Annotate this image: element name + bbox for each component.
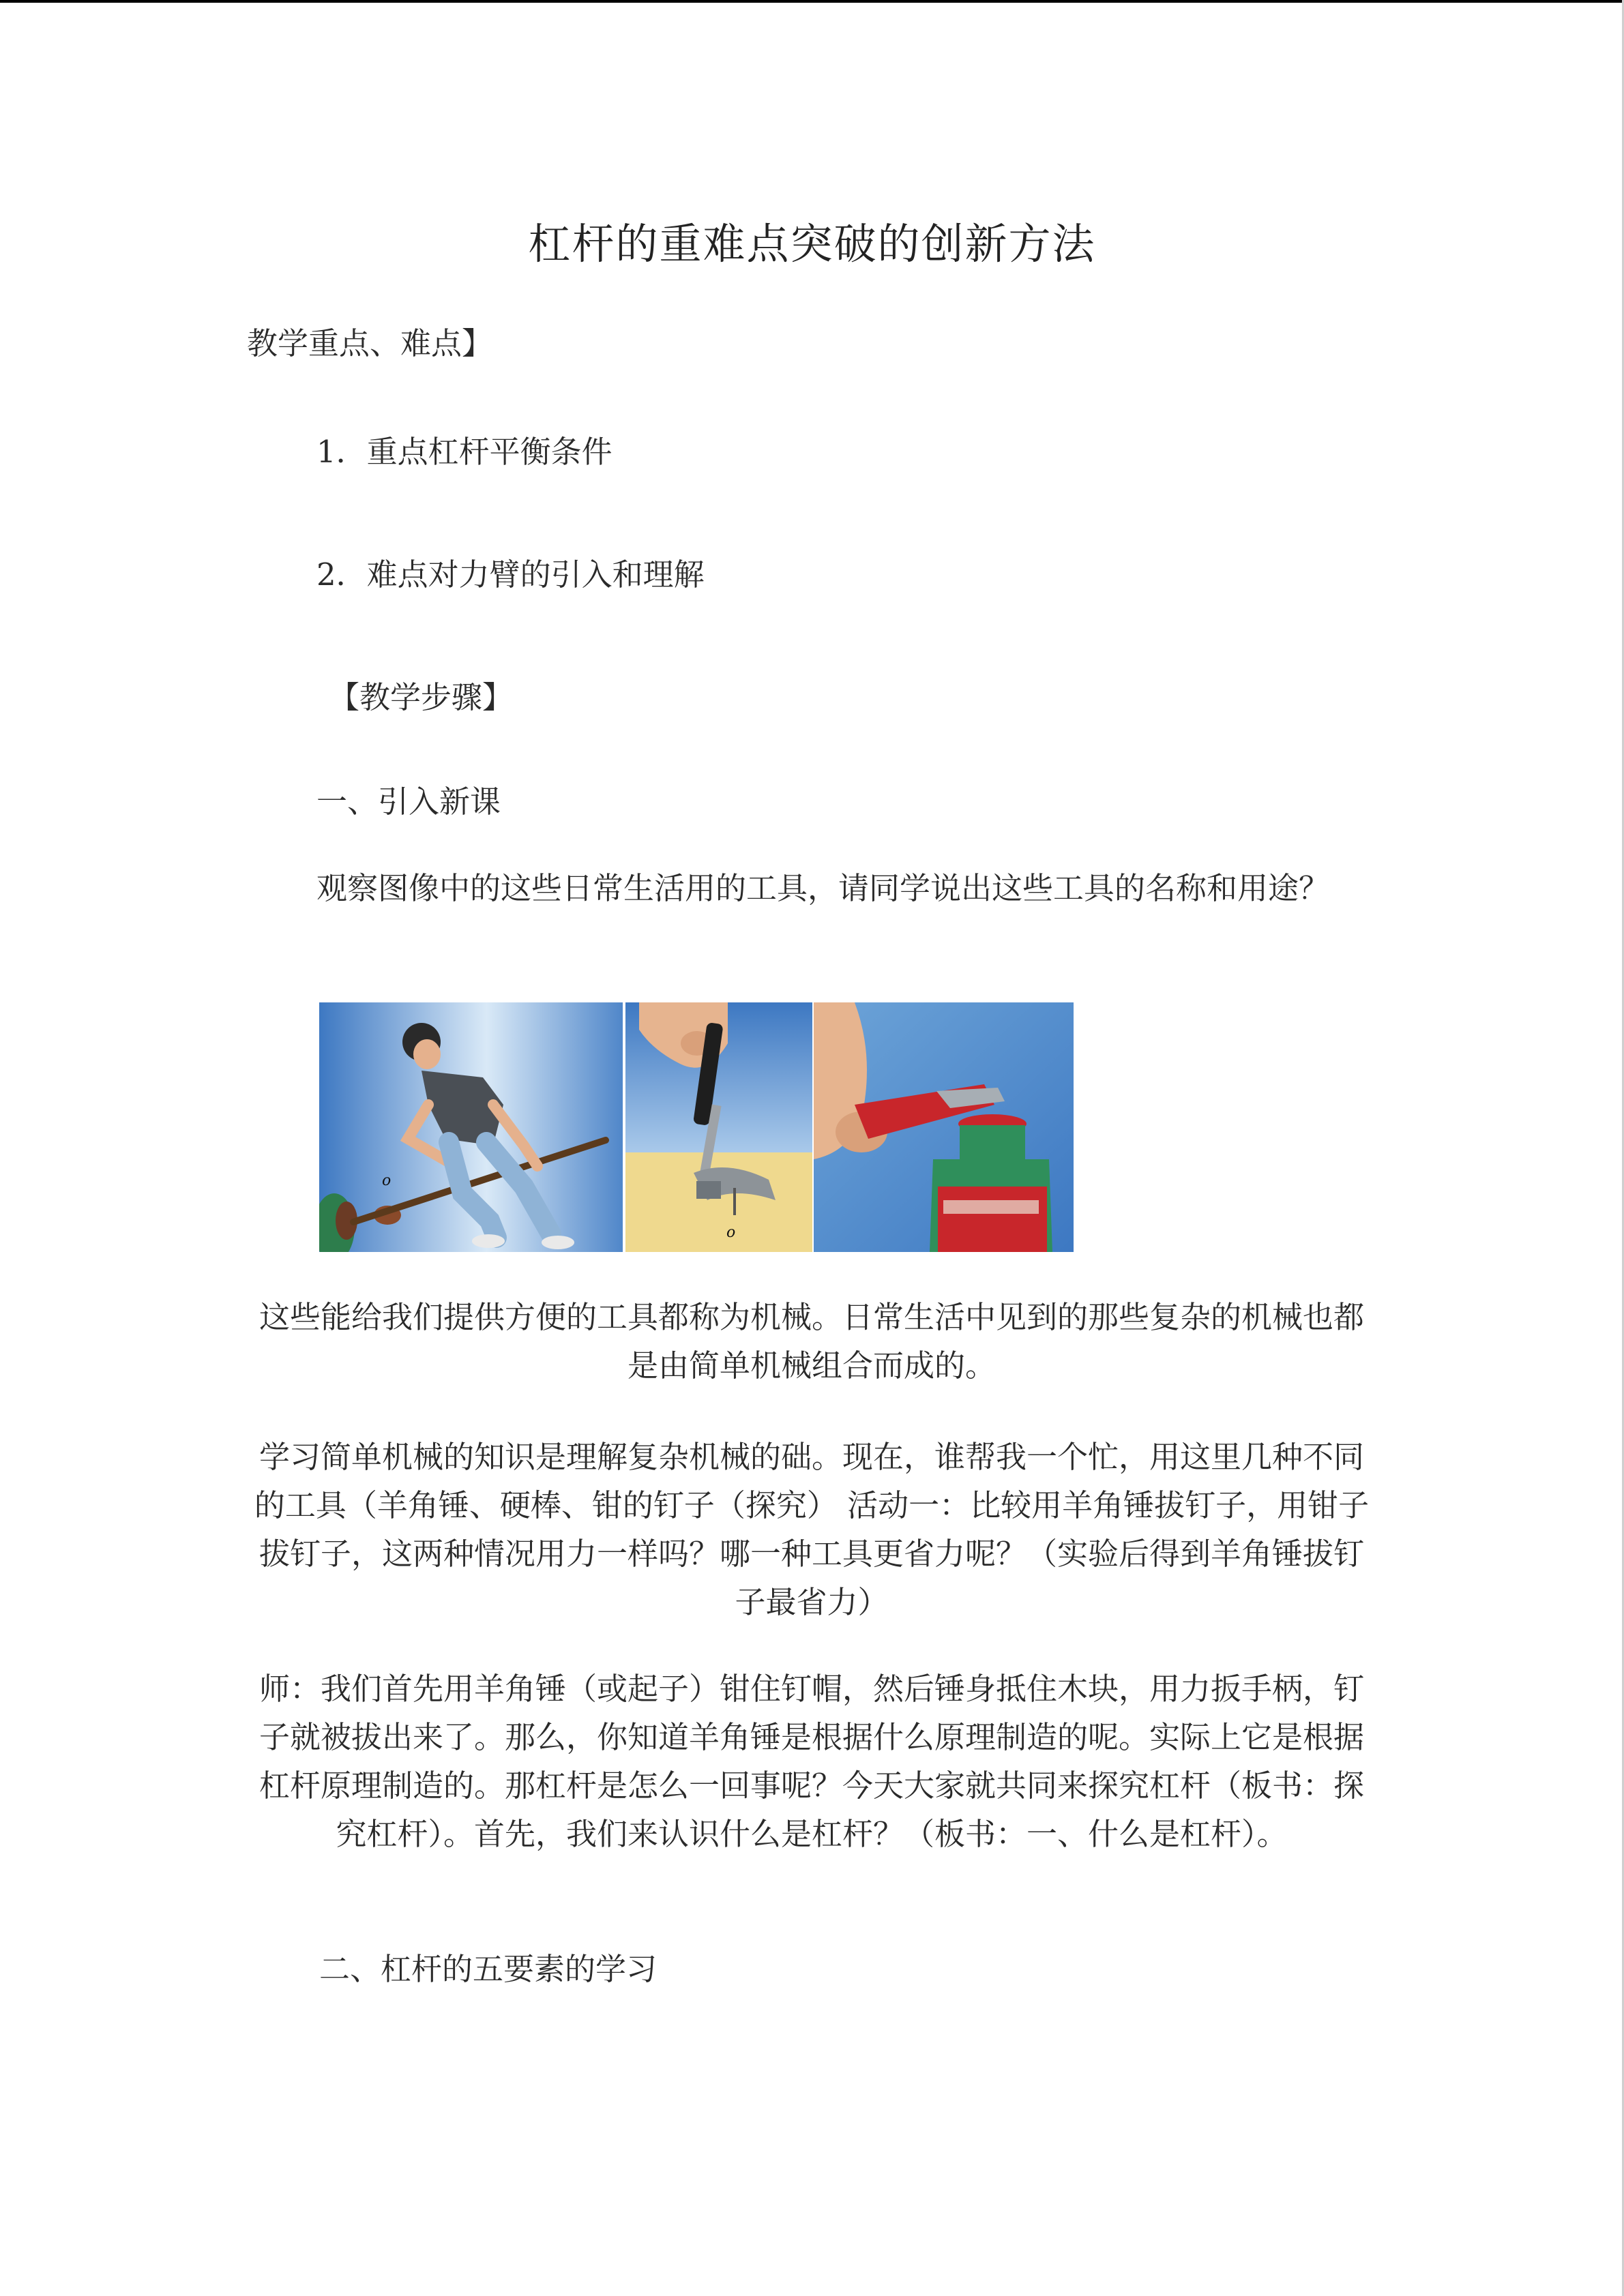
section-2-heading: 二、杠杆的五要素的学习 [319, 1951, 658, 1987]
paragraph-teacher: 师：我们首先用羊角锤（或起子）钳住钉帽，然后锤身抵住木块，用力扳手柄，钉子就被拔出来了。那么，你知道羊角锤是根据什么原理制造的呢。实际上它是根据杠杆原理制造的。那杠杆是怎么一回事呢？今天大家就共同来探究杠杆（板书：探究杠杆）。首先，我们来认识什么是杠杆？（板书：一、什么是杠杆）。 [259, 1671, 1364, 1852]
opener-panel [814, 1002, 1074, 1252]
document-title: 杠杆的重难点突破的创新方法 [528, 219, 1096, 269]
fulcrum-label: o [382, 1172, 392, 1189]
crowbar-panel [319, 1002, 623, 1252]
page-top-border [0, 0, 1624, 3]
teaching-steps-heading: 【教学步骤】 [329, 679, 514, 715]
difficult-point-item: 2．难点对力臂的引入和理解 [316, 556, 705, 593]
key-points-heading: 教学重点、难点】 [247, 325, 493, 361]
fulcrum-label: o [726, 1224, 736, 1241]
key-point-item: 1．重点杠杆平衡条件 [316, 434, 612, 470]
paragraph-machines: 这些能给我们提供方便的工具都称为机械。日常生活中见到的那些复杂的机械也都是由简单机械组合而成的。 [259, 1299, 1364, 1384]
hammer-panel [625, 1002, 812, 1252]
paragraph-simple-machines: 学习简单机械的知识是理解复杂机械的础。现在，谁帮我一个忙，用这里几种不同的工具（羊角锤、硬棒、钳的钉子（探究） 活动一：比较用羊角锤拔钉子，用钳子拔钉子，这两种情况用力一样吗？哪一种工具更省力呢？（实验后得到羊角锤拔钉子最省力） [254, 1439, 1370, 1620]
tools-illustration [319, 1002, 1074, 1252]
observe-paragraph: 观察图像中的这些日常生活用的工具，请同学说出这些工具的名称和用途？ [316, 870, 1330, 906]
section-1-heading: 一、引入新课 [316, 784, 501, 820]
